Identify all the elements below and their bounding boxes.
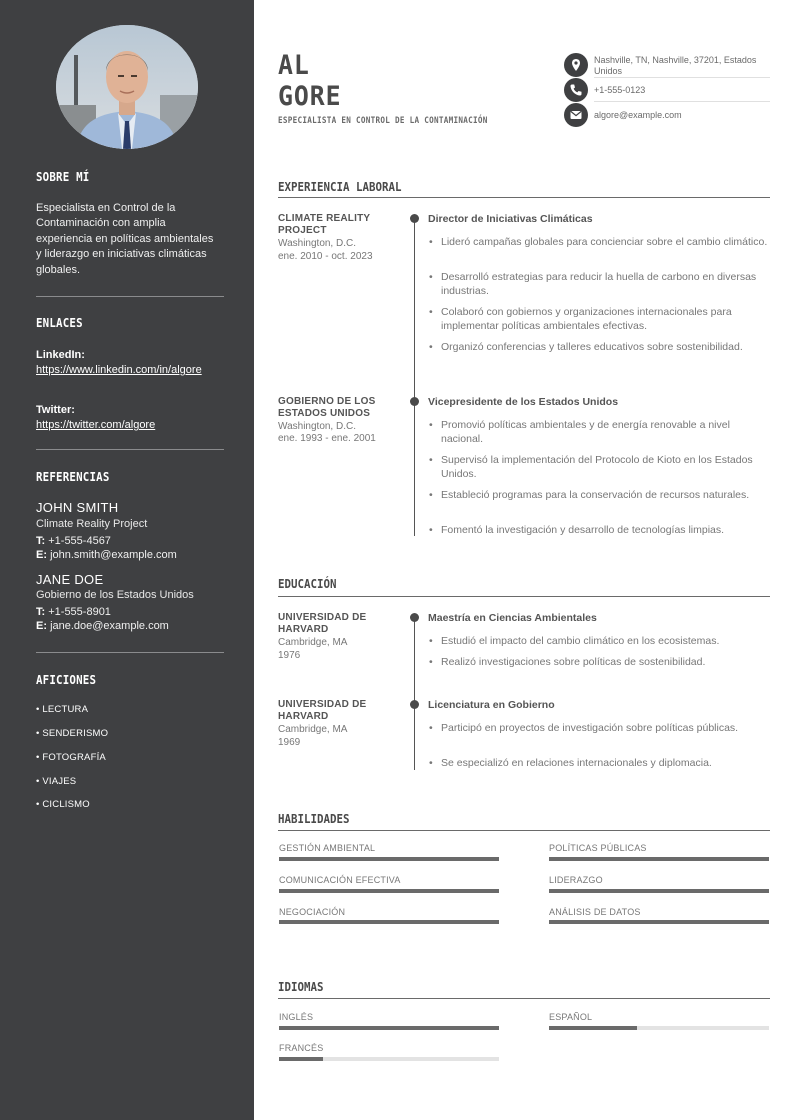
education-bullet: • Se especializó en relaciones internacionales y diplomacia. [441,756,771,770]
language-name: ESPAÑOL [549,1012,593,1022]
divider [278,197,770,198]
divider [278,596,770,597]
reference-name: JANE DOE [36,572,104,587]
school-name: UNIVERSIDAD DE HARVARD [278,699,367,722]
reference-phone: T: +1-555-4567 [36,535,111,547]
education-heading: EDUCACIÓN [278,577,337,591]
language-level-fill [549,1026,637,1030]
employer-name: GOBIERNO DE LOS ESTADOS UNIDOS [278,396,376,419]
skill-bar [279,889,499,893]
language-level-fill [279,1057,323,1061]
language-name: FRANCÉS [279,1043,324,1053]
skills-heading: HABILIDADES [278,812,350,826]
divider [278,998,770,999]
divider [594,77,770,78]
hobby-item: • CICLISMO [36,799,90,810]
education-bullet: • Realizó investigaciones sobre políticas de sostenibilidad. [441,655,771,669]
language-bar [279,1026,499,1030]
skill-level-fill [279,920,499,924]
contact-email: algore@example.com [594,110,682,120]
employment-dates: ene. 1993 - ene. 2001 [278,433,376,444]
skill-name: GESTIÓN AMBIENTAL [279,843,376,853]
employer-name: CLIMATE REALITY PROJECT [278,213,371,236]
profile-photo [56,25,198,149]
reference-phone: T: +1-555-8901 [36,606,111,618]
sidebar [0,0,254,1120]
job-role: Vicepresidente de los Estados Unidos [428,396,619,408]
skill-bar [549,857,769,861]
email-icon [564,103,588,127]
skill-level-fill [549,889,769,893]
timeline-dot [410,397,419,406]
divider [278,830,770,831]
about-heading: SOBRE MÍ [36,170,90,184]
employer-location: Washington, D.C. [278,421,356,432]
reference-org: Climate Reality Project [36,518,148,530]
hobby-item: • VIAJES [36,776,77,787]
timeline-dot [410,613,419,622]
graduation-year: 1969 [278,737,301,748]
job-bullet: • Colaboró con gobiernos y organizaciones internacionales para implementar políticas ambientales efectivas. [441,305,771,333]
school-name: UNIVERSIDAD DE HARVARD [278,612,367,635]
skill-level-fill [279,857,499,861]
skill-level-fill [279,889,499,893]
portrait-image [56,25,198,149]
timeline-dot [410,214,419,223]
skill-name: NEGOCIACIÓN [279,907,346,917]
skill-name: ANÁLISIS DE DATOS [549,907,641,917]
divider [36,449,224,450]
employment-dates: ene. 2010 - oct. 2023 [278,251,373,262]
hobby-item: • FOTOGRAFÍA [36,752,106,763]
languages-heading: IDIOMAS [278,980,324,994]
skill-bar [279,920,499,924]
graduation-year: 1976 [278,650,301,661]
timeline-line [414,618,415,770]
divider [36,652,224,653]
job-bullet: • Fomentó la investigación y desarrollo de tecnologías limpias. [441,523,771,537]
location-icon [564,53,588,77]
timeline-dot [410,700,419,709]
linkedin-link[interactable]: https://www.linkedin.com/in/algore [36,364,202,376]
reference-org: Gobierno de los Estados Unidos [36,589,194,601]
job-bullet: • Supervisó la implementación del Protocolo de Kioto en los Estados Unidos. [441,453,771,481]
school-location: Cambridge, MA [278,724,348,735]
first-name: AL [278,50,310,81]
timeline-line [414,218,415,536]
job-bullet: • Promovió políticas ambientales y de energía renovable a nivel nacional. [441,418,771,446]
reference-name: JOHN SMITH [36,500,119,515]
language-bar [549,1026,769,1030]
divider [36,296,224,297]
last-name: GORE [278,81,342,112]
job-bullet: • Lideró campañas globales para concienciar sobre el cambio climático. [441,235,771,249]
language-level-fill [279,1026,499,1030]
references-heading: REFERENCIAS [36,470,110,484]
employer-location: Washington, D.C. [278,238,356,249]
skill-bar [549,920,769,924]
job-bullet: • Desarrolló estrategias para reducir la huella de carbono en diversas industrias. [441,270,771,298]
skill-bar [279,857,499,861]
skill-name: LIDERAZGO [549,875,603,885]
about-text: Especialista en Control de la Contaminación con amplia experiencia en políticas ambientales y liderazgo en iniciativas climáticas globales. [36,202,214,276]
skill-level-fill [549,857,769,861]
hobby-item: • LECTURA [36,704,89,715]
skill-level-fill [549,920,769,924]
education-bullet: • Estudió el impacto del cambio climático en los ecosistemas. [441,634,771,648]
twitter-link[interactable]: https://twitter.com/algore [36,419,156,431]
job-role: Director de Iniciativas Climáticas [428,213,593,225]
divider [594,101,770,102]
language-bar [279,1057,499,1061]
twitter-label: Twitter: [36,404,75,416]
hobbies-heading: AFICIONES [36,673,97,687]
degree-title: Maestría en Ciencias Ambientales [428,612,597,624]
skill-bar [549,889,769,893]
job-bullet: • Organizó conferencias y talleres educativos sobre sostenibilidad. [441,340,771,354]
links-heading: ENLACES [36,316,83,330]
reference-email: E: jane.doe@example.com [36,620,169,632]
linkedin-label: LinkedIn: [36,349,85,361]
hobby-item: • SENDERISMO [36,728,109,739]
skill-name: POLÍTICAS PÚBLICAS [549,843,647,853]
job-bullet: • Estableció programas para la conservación de recursos naturales. [441,488,771,502]
education-bullet: • Participó en proyectos de investigación sobre políticas públicas. [441,721,771,735]
experience-heading: EXPERIENCIA LABORAL [278,180,402,194]
contact-phone: +1-555-0123 [594,85,646,95]
degree-title: Licenciatura en Gobierno [428,699,555,711]
reference-email: E: john.smith@example.com [36,549,177,561]
job-title: ESPECIALISTA EN CONTROL DE LA CONTAMINACIÓN [278,116,488,126]
language-name: INGLÉS [279,1012,314,1022]
phone-icon [564,78,588,102]
school-location: Cambridge, MA [278,637,348,648]
skill-name: COMUNICACIÓN EFECTIVA [279,875,401,885]
contact-address: Nashville, TN, Nashville, 37201, Estados Unidos [594,55,757,76]
